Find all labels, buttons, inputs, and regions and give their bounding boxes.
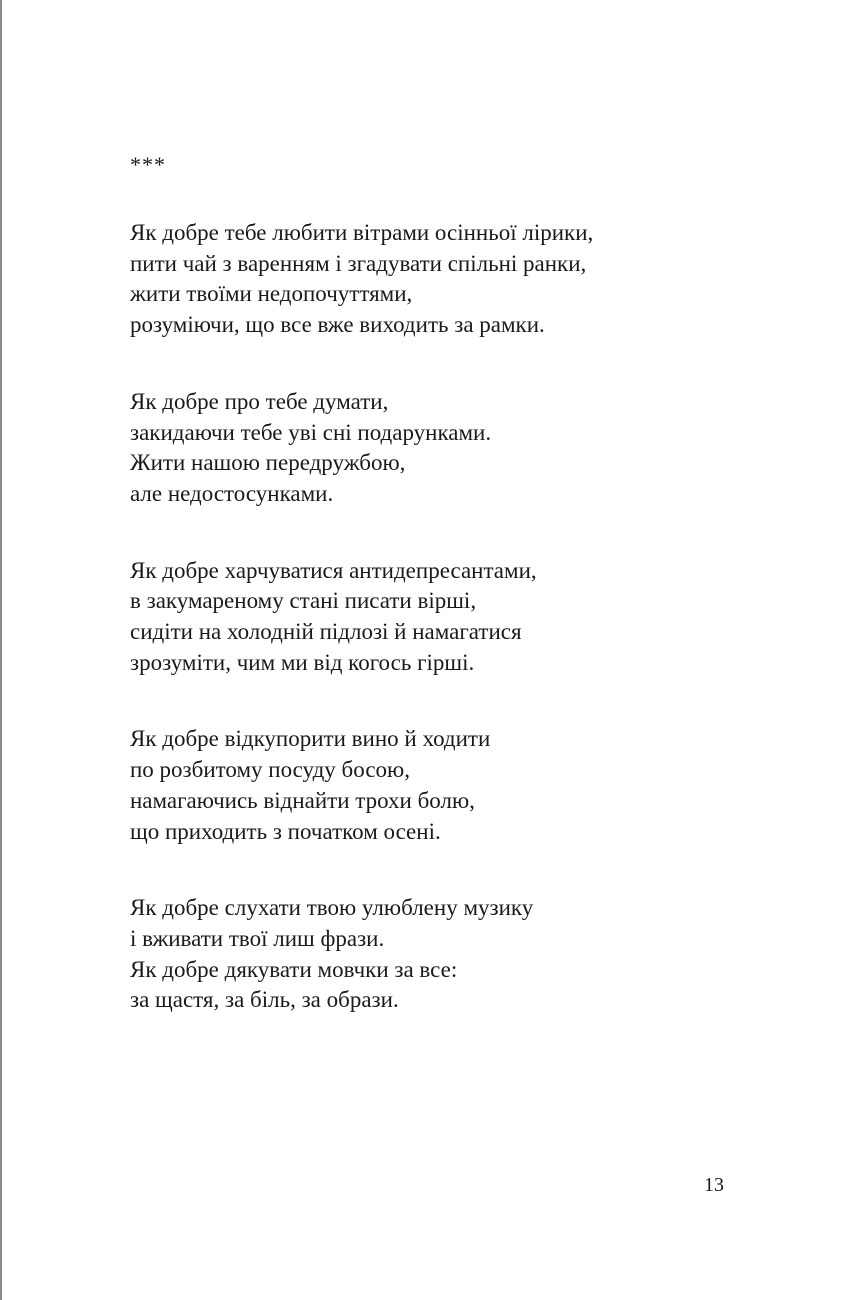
poem-line: жити твоїми недопочуттями, [130,281,413,307]
poem-line: в закумареному стані писати вірші, [130,588,477,614]
poem-line: за щастя, за біль, за образи. [130,987,399,1013]
poem-line: пити чай з варенням і згадувати спільні ранки, [130,250,587,276]
stanza-5 [130,893,770,1016]
poem-line: зрозуміти, чим ми від когось гірші. [130,649,475,675]
poem-line: намагаючись віднайти трохи болю, [130,787,475,813]
poem-line: Жити нашою передружбою, [130,450,406,476]
poem-line: Як добре дякувати мовчки за все: [130,956,458,982]
poem-line: Як добре харчуватися антидепресантами, [130,557,537,583]
stanza-2 [130,387,770,510]
poem-separator: *** [130,152,166,177]
page-number: 13 [704,1174,724,1196]
poem-line: закидаючи тебе уві сні подарунками. [130,419,492,445]
stanza-4 [130,724,770,847]
poem-line: сидіти на холодній підлозі й намагатися [130,619,522,645]
poem [130,150,770,1062]
poem-line: Як добре слухати твою улюблену музику [130,895,534,921]
stanza-1 [130,218,770,341]
page-edge [0,0,2,1300]
poem-line: Як добре відкупорити вино й ходити [130,726,491,752]
poem-line: по розбитому посуду босою, [130,757,410,783]
poem-line: Як добре про тебе думати, [130,388,389,414]
stanza-3 [130,556,770,679]
poem-line: і вживати твої лиш фрази. [130,925,385,951]
poem-line: але недостосунками. [130,480,334,506]
poem-line: що приходить з початком осені. [130,818,441,844]
poem-line: Як добре тебе любити вітрами осінньої лірики, [130,220,594,245]
poem-line: розуміючи, що все вже виходить за рамки. [130,312,545,338]
